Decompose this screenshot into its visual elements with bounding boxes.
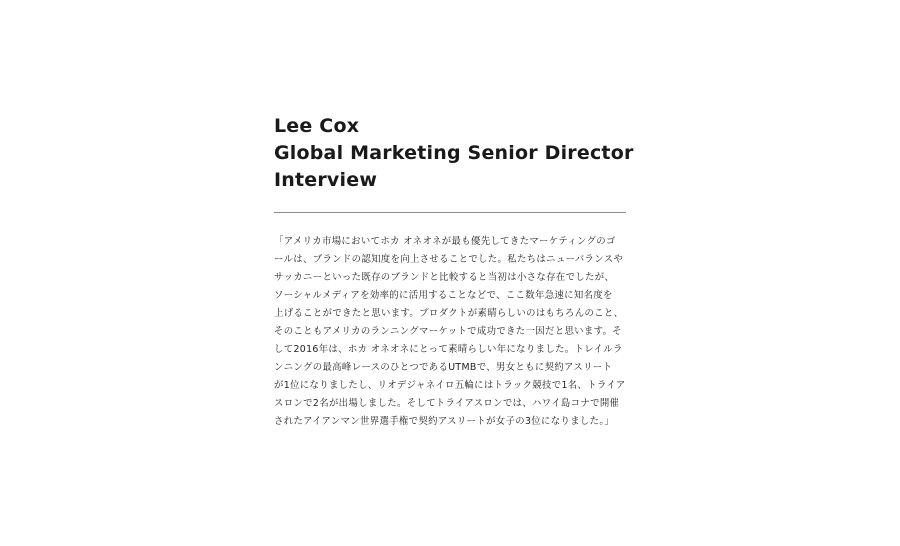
article-body <box>274 233 626 431</box>
title-type: Interview <box>274 169 378 191</box>
body-line: されたアイアンマン世界選手権で契約アスリートが女子の3位になりました。」 <box>274 416 615 427</box>
body-line: 「アメリカ市場においてホカ オネオネが最も優先してきたマーケティングのゴ <box>274 236 616 247</box>
body-line: そのこともアメリカのランニングマーケットで成功できた一因だと思います。そ <box>274 326 623 337</box>
body-line: ソーシャルメディアを効率的に活用することなどで、ここ数年急速に知名度を <box>274 290 613 301</box>
title-name: Lee Cox <box>274 115 360 137</box>
body-line: が1位になりましたし、リオデジャネイロ五輪にはトラック競技で1名、トライア <box>274 380 626 391</box>
body-line: 上げることができたと思います。プロダクトが素晴らしいのはもちろんのこと、 <box>274 308 624 319</box>
body-line: ンニングの最高峰レースのひとつであるUTMBで、男女ともに契約アスリート <box>274 362 613 373</box>
body-line: サッカニーといった既存のブランドと比較すると当初は小さな存在でしたが、 <box>274 272 615 283</box>
body-line: スロンで2名が出場しました。そしてトライアスロンでは、ハワイ島コナで開催 <box>274 398 620 409</box>
body-line: ールは、ブランドの認知度を向上させることでした。私たちはニューバランスや <box>274 254 624 265</box>
title-position: Global Marketing Senior Director <box>274 142 634 164</box>
article-title <box>274 113 634 194</box>
interview-article <box>274 113 634 431</box>
body-line: して2016年は、ホカ オネオネにとって素晴らしい年になりました。トレイルラ <box>274 344 623 355</box>
title-divider <box>274 212 626 213</box>
